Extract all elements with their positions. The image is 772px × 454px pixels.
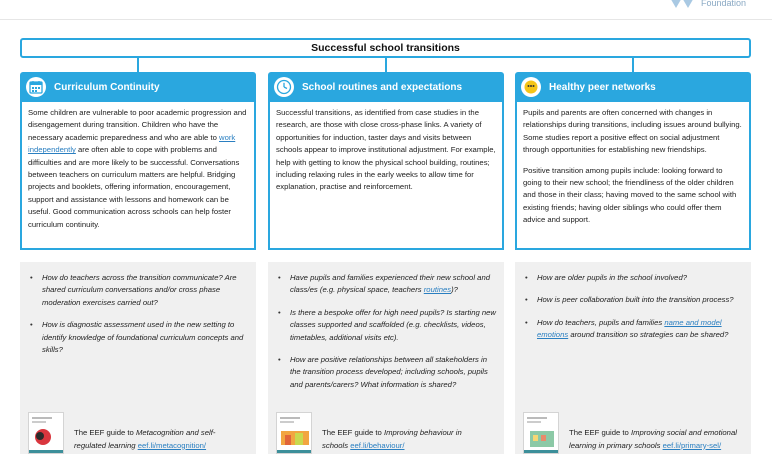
guide-cover-image[interactable] — [276, 412, 312, 454]
text-run: Successful transitions, as identified from case studies in the research, are those with close cross-phase links. A variety of opportunities for induction, taster days and visits between schools appear to improve institutional adjustment. For example, help with getting to know the physical school building, routines; including relaxing rules in the early weeks to allow time for explanation, practise and reinforcement. — [276, 108, 496, 192]
text-run: Pupils and parents are often concerned with changes in relationships during transitions, including issues around bullying. Some studies report a positive effect on social adjustment through opportunities for establishing new friendships. — [523, 108, 742, 155]
column-header — [20, 72, 256, 102]
connector-line — [385, 57, 387, 72]
column-title: Healthy peer networks — [549, 81, 656, 93]
text-run: The EEF guide to — [569, 428, 631, 438]
question-item — [28, 272, 248, 309]
column-header — [268, 72, 504, 102]
question-item — [28, 319, 248, 356]
guide-text — [569, 427, 739, 454]
column-paragraph — [523, 165, 743, 227]
text-run: around transition so strategies can be shared? — [568, 330, 729, 340]
text-run: Have pupils and families experienced their new school and class/es (e.g. physical space, teachers — [290, 273, 490, 295]
text-run: How are older pupils in the school involved? — [537, 273, 687, 282]
text-link[interactable]: eef.li/behaviour/ — [350, 440, 405, 450]
logo-mark-icon — [669, 0, 695, 10]
connector-line — [137, 57, 139, 72]
guide-title: Metacognition and self-regulated learning — [74, 428, 216, 450]
column-body — [20, 102, 256, 250]
smiley-icon — [521, 77, 541, 97]
question-item — [523, 294, 743, 306]
text-link[interactable]: eef.li/primary-sel/ — [662, 440, 722, 450]
question-item — [276, 354, 496, 391]
question-list — [276, 272, 496, 391]
column-school-routines — [268, 72, 504, 250]
page-title: Successful school transitions — [20, 38, 751, 58]
text-run: How is diagnostic assessment used in the new setting to identify knowledge of foundational curriculum concepts and skills? — [42, 320, 244, 355]
question-list — [28, 272, 248, 356]
column-body — [515, 102, 751, 250]
column-body — [268, 102, 504, 250]
guide-cover-image[interactable] — [523, 412, 559, 454]
text-run: How is peer collaboration built into the transition process? — [537, 295, 734, 305]
guide-reference — [523, 412, 739, 454]
column-paragraph — [28, 107, 248, 231]
top-bar — [0, 0, 772, 20]
question-item — [523, 272, 743, 284]
column-curriculum-continuity — [20, 72, 256, 250]
questions-panel-curriculum — [20, 262, 256, 454]
text-run: Some children are vulnerable to poor academic progression and disengagement during transition. Children who have the necessary academic preparedness and who are able to — [28, 108, 247, 142]
guide-title: Improving behaviour in schools — [322, 428, 462, 450]
guide-cover-image[interactable] — [28, 412, 64, 454]
foundation-logo[interactable] — [669, 0, 746, 10]
text-run: )? — [451, 285, 458, 295]
logo-text: Foundation — [700, 0, 746, 8]
text-run: The EEF guide to — [74, 428, 136, 438]
column-title: Curriculum Continuity — [54, 81, 160, 93]
column-peer-networks — [515, 72, 751, 250]
text-link[interactable]: routines — [423, 285, 452, 295]
column-title: School routines and expectations — [302, 81, 463, 93]
calendar-icon — [26, 77, 46, 97]
guide-reference — [276, 412, 467, 454]
text-link[interactable]: work independently — [28, 132, 236, 155]
question-list — [523, 272, 743, 342]
connector-line — [632, 57, 634, 72]
guide-reference — [28, 412, 244, 454]
column-header — [515, 72, 751, 102]
guide-text — [322, 427, 467, 454]
text-link[interactable]: eef.li/metacognition/ — [137, 440, 207, 450]
text-run: How do teachers across the transition communicate? Are shared curriculum conversations and/or cross phase moderation exercises carried out? — [42, 273, 237, 307]
questions-panel-routines — [268, 262, 504, 454]
question-item — [276, 307, 496, 344]
question-item — [523, 317, 743, 342]
questions-panel-peers — [515, 262, 751, 454]
text-run: are often able to cope with problems and difficulties and are more likely to be successful. Conversations between teachers on curriculum matters are helpful. Bridging projects and booklets, offering information, encouragement, support and assistance with lessons and homework can be useful. Good communication across schools can help foster curriculum continuity. — [28, 145, 240, 229]
clock-icon — [274, 77, 294, 97]
text-run: How do teachers, pupils and families — [537, 317, 665, 327]
text-run: How are positive relationships between all stakeholders in the transition process developed; including schools, pupils and parents/carers? What information is shared? — [290, 355, 488, 389]
text-link[interactable]: name and model emotions — [537, 317, 722, 340]
guide-text — [74, 427, 244, 454]
column-paragraph — [523, 107, 743, 157]
guide-title: Improving social and emotional learning in primary schools — [569, 428, 737, 450]
question-item — [276, 272, 496, 297]
text-run: Positive transition among pupils include: looking forward to going to their new school; the friendliness of the older children and those in their class; having moved to the same school with existing friends; having older siblings who could offer them advice and support. — [523, 165, 737, 225]
text-run: Is there a bespoke offer for high need pupils? Is starting new classes supported and scaffolded (e.g. checklists, videos, timetables, additional visits etc). — [290, 307, 496, 342]
column-paragraph — [276, 107, 496, 194]
text-run: The EEF guide to — [322, 428, 384, 438]
